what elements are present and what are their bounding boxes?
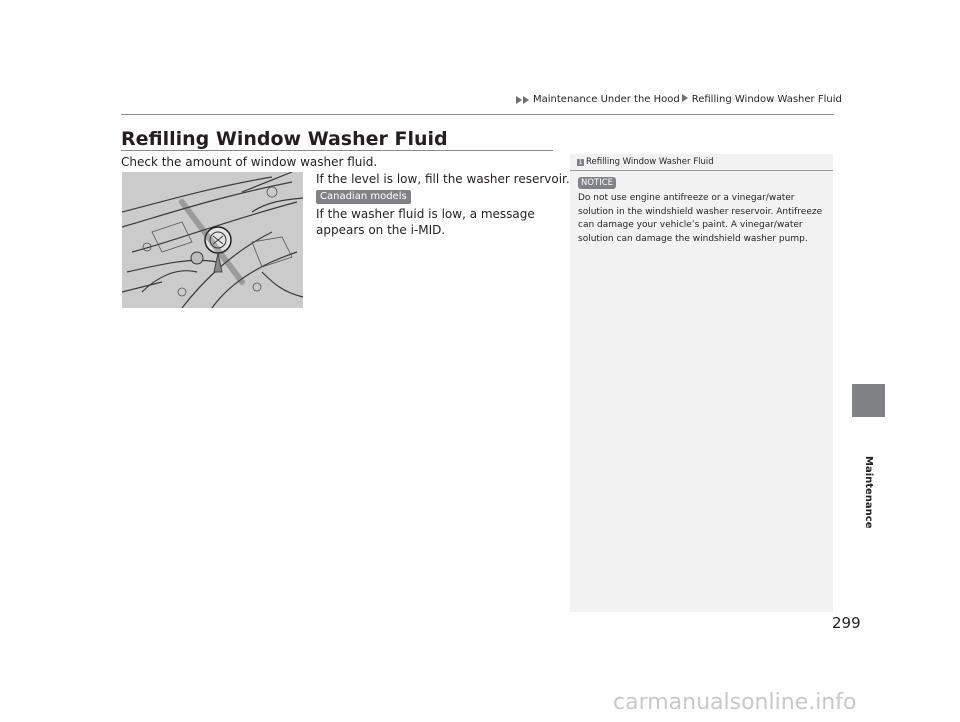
page-title: Refilling Window Washer Fluid — [121, 128, 448, 150]
watermark: carmanualsonline.info — [613, 690, 857, 715]
header-divider — [121, 114, 834, 115]
notice-badge: NOTICE — [578, 177, 616, 189]
page-number: 299 — [832, 614, 861, 632]
canadian-models-text: If the washer fluid is low, a message appears on the i-MID. — [316, 207, 535, 237]
canadian-models-badge: Canadian models — [316, 190, 411, 204]
title-divider — [121, 150, 553, 151]
section-label: Maintenance — [863, 456, 874, 529]
section-thumb-tab — [852, 384, 885, 417]
breadcrumb — [516, 94, 842, 106]
arrow-icon — [682, 94, 689, 106]
washer-reservoir-photo — [122, 172, 303, 308]
intro-text: Check the amount of window washer fluid. — [121, 155, 378, 169]
reference-icon: 1 — [578, 158, 583, 166]
sidebar-heading — [577, 157, 714, 167]
breadcrumb-item-topic: Refilling Window Washer Fluid — [691, 94, 842, 105]
notice-text: Do not use engine antifreeze or a vinegar/water solution in the windshield washer reservoir. Antifreeze can damage your vehicle’s paint. A vinegar/water solution can damage the windshield washer pump. — [578, 193, 823, 244]
sidebar-divider — [570, 170, 833, 171]
double-arrow-icon — [516, 96, 530, 104]
breadcrumb-item-section: Maintenance Under the Hood — [533, 94, 680, 105]
sidebar-heading-text: Refilling Window Washer Fluid — [586, 157, 714, 167]
step-text: If the level is low, fill the washer reservoir. — [316, 172, 570, 186]
